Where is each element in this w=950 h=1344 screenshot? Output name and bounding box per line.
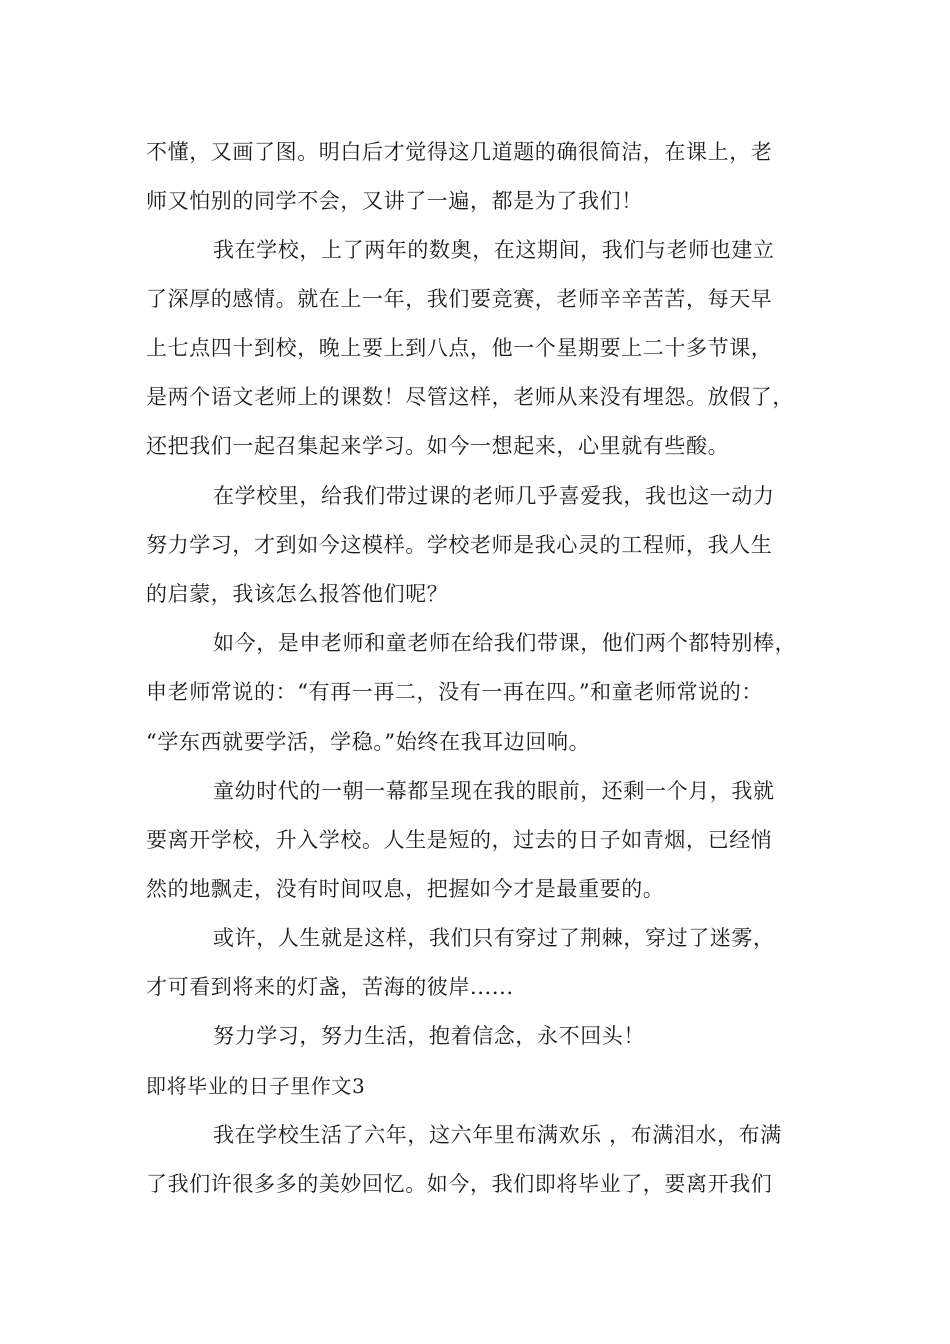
paragraph-first-line: 在学校里，给我们带过课的老师几乎喜爱我，我也这一动力 (213, 484, 775, 508)
paragraph-first-line: 或许，人生就是这样，我们只有穿过了荆棘，穿过了迷雾， (213, 926, 775, 950)
text-line: 的启蒙，我该怎么报答他们呢？ (146, 582, 449, 606)
text-line: 师又怕别的同学不会，又讲了一遍，都是为了我们！ (146, 189, 643, 213)
paragraph-first-line: 努力学习，努力生活，抱着信念，永不回头！ (213, 1024, 645, 1048)
text-line: 要离开学校，升入学校。人生是短的，过去的日子如青烟，已经悄 (146, 828, 773, 852)
paragraph-first-line: 童幼时代的一朝一幕都呈现在我的眼前，还剩一个月，我就 (213, 779, 775, 803)
text-line: 了我们许很多多的美妙回忆。如今，我们即将毕业了，要离开我们 (146, 1172, 773, 1196)
text-line: 了深厚的感情。就在上一年，我们要竞赛，老师辛辛苦苦，每天早 (146, 287, 773, 311)
paragraph-first-line: 如今，是申老师和童老师在给我们带课，他们两个都特别棒， (213, 631, 797, 655)
text-line: 努力学习，才到如今这模样。学校老师是我心灵的工程师，我人生 (146, 533, 773, 557)
text-line: 然的地飘走，没有时间叹息，把握如今才是最重要的。 (146, 877, 665, 901)
text-line: 是两个语文老师上的课数！尽管这样，老师从来没有埋怨。放假了， (146, 385, 794, 409)
text-line: 还把我们一起召集起来学习。如今一想起来，心里就有些酸。 (146, 434, 730, 458)
paragraph-first-line: 我在学校，上了两年的数奥，在这期间，我们与老师也建立 (213, 238, 775, 262)
paragraph-first-line: 我在学校生活了六年，这六年里布满欢乐 ，布满泪水，布满 (213, 1123, 782, 1147)
text-line: 上七点四十到校，晚上要上到八点，他一个星期要上二十多节课， (146, 336, 773, 360)
text-line: “学东西就要学活，学稳。”始终在我耳边回响。 (146, 730, 591, 754)
text-line: 申老师常说的：“有再一再二，没有一再在四。”和童老师常说的： (146, 680, 763, 704)
text-line: 不懂，又画了图。明白后才觉得这几道题的确很简洁，在课上，老 (146, 140, 773, 164)
section-heading: 即将毕业的日子里作文3 (146, 1074, 366, 1098)
text-line: 才可看到将来的灯盏，苦海的彼岸...... (146, 975, 514, 999)
